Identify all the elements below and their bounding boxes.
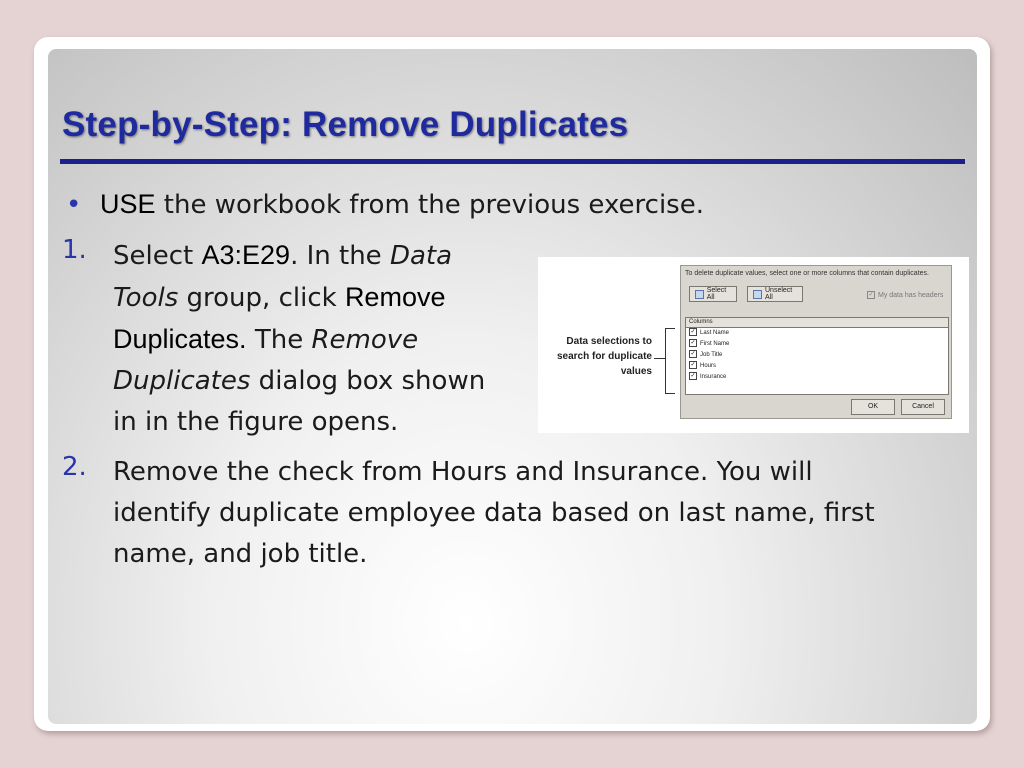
headers-checkbox[interactable]: ✓ My data has headers bbox=[868, 291, 944, 299]
checkbox-icon: ✓ bbox=[690, 362, 696, 369]
step-1-number: 1. bbox=[62, 235, 87, 265]
checkbox-icon: ✓ bbox=[690, 351, 696, 358]
callout-leader-line bbox=[654, 358, 665, 359]
column-item-hours[interactable]: ✓ Hours bbox=[690, 362, 717, 369]
step-2-text bbox=[113, 452, 963, 575]
remove-duplicates-figure bbox=[538, 257, 969, 433]
dialog-prompt: To delete duplicate values, select one or more columns that contain duplicates. bbox=[685, 270, 929, 277]
slide bbox=[48, 49, 977, 724]
step-2-line-2: identify duplicate employee data based on last name, first bbox=[113, 498, 875, 528]
bullet-keyword: USE bbox=[100, 189, 156, 219]
bullet-marker: • bbox=[66, 190, 82, 220]
bullet-text: the workbook from the previous exercise. bbox=[155, 190, 704, 220]
figure-callout: Data selections to search for duplicate values bbox=[556, 336, 652, 377]
columns-list bbox=[685, 317, 949, 395]
column-item-job-title[interactable]: ✓ Job Title bbox=[690, 351, 723, 358]
column-item-last-name[interactable]: ✓ Last Name bbox=[690, 329, 730, 336]
unselect-all-button[interactable]: Unselect All bbox=[747, 286, 803, 302]
column-item-first-name[interactable]: ✓ First Name bbox=[690, 340, 730, 347]
columns-header: Columns bbox=[686, 318, 948, 328]
step-2-number: 2. bbox=[62, 452, 87, 482]
step-1-line-4: Duplicates dialog box shown bbox=[113, 366, 486, 396]
step-1-line-3: Duplicates. The Remove bbox=[113, 324, 419, 355]
column-item-insurance[interactable]: ✓ Insurance bbox=[690, 373, 727, 380]
step-1-line-2: Tools group, click Remove bbox=[113, 282, 446, 313]
select-all-button[interactable]: Select All bbox=[689, 286, 737, 302]
ok-button[interactable]: OK bbox=[851, 399, 895, 415]
step-2-line-3: name, and job title. bbox=[113, 539, 368, 569]
checkbox-icon: ✓ bbox=[868, 292, 874, 298]
step-2-line-1: Remove the check from Hours and Insurance. You will bbox=[113, 457, 813, 487]
title-underline bbox=[60, 159, 965, 164]
step-1-line-1: Select A3:E29. In the Data bbox=[113, 240, 453, 271]
checkbox-icon: ✓ bbox=[690, 373, 696, 380]
checkbox-icon: ✓ bbox=[690, 340, 696, 347]
use-bullet bbox=[66, 189, 704, 220]
unselect-all-icon bbox=[753, 290, 762, 299]
checkbox-icon: ✓ bbox=[690, 329, 696, 336]
step-1-text bbox=[113, 235, 533, 443]
step-1-line-5: in in the figure opens. bbox=[113, 407, 399, 437]
select-all-icon bbox=[695, 290, 704, 299]
cancel-button[interactable]: Cancel bbox=[901, 399, 945, 415]
slide-title: Step-by-Step: Remove Duplicates bbox=[62, 105, 629, 144]
remove-duplicates-dialog bbox=[680, 265, 952, 419]
callout-bracket bbox=[665, 328, 675, 394]
